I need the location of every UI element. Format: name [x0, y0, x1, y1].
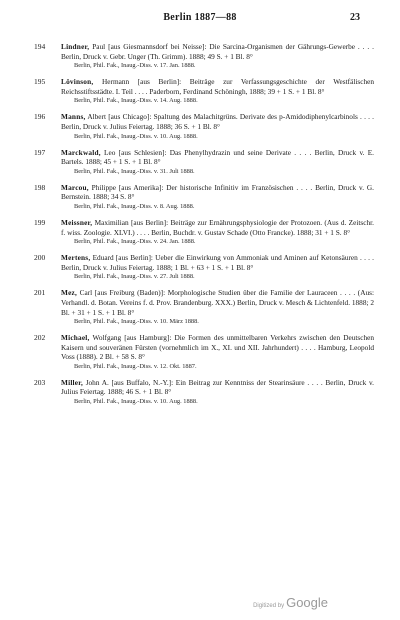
bibliography-entry [34, 148, 374, 176]
author-name: Marckwald, [61, 147, 101, 157]
entry-body [61, 378, 374, 397]
dissertation-note: Berlin, Phil. Fak., Inaug.-Diss. v. 10. Aug. 1888. [74, 398, 198, 406]
dissertation-note: Berlin, Phil. Fak., Inaug.-Diss. v. 10. Aug. 1888. [74, 132, 198, 140]
entry-number: 194 [34, 42, 46, 51]
entry-body [61, 112, 374, 131]
entry-text: Maximilian [aus Berlin]: Beiträge zur Ernährungsphysiologie der Protozoen. (Aus d. Zeitschr. f. wiss. Zoologie. XLVI.) . . . . Berlin, Buchdr. v. Gustav Schade (Otto Francke). 1888; 31 + 1 S. 8° [61, 217, 374, 237]
page-title: Berlin 1887—88 [163, 12, 237, 23]
bibliography-entry [34, 112, 374, 140]
dissertation-note: Berlin, Phil. Fak., Inaug.-Diss. v. 8. Aug. 1888. [74, 202, 195, 210]
bibliography-entry [34, 378, 374, 406]
bibliography-list [34, 42, 374, 413]
entry-text: John A. [aus Buffalo, N.-Y.]: Ein Beitrag zur Kenntniss der Stearinsäure . . . . Berlin, Druck v. Julius Feiertag. 1888; 46 S. + 1 Bl. 8° [61, 377, 374, 397]
entry-body [61, 77, 374, 96]
bibliography-entry [34, 288, 374, 326]
bibliography-entry [34, 183, 374, 211]
entry-text: Leo [aus Schlesien]: Das Phenylhydrazin und seine Derivate . . . . Berlin, Druck v. E. Bartels. 1888; 45 + 1 S. + 1 Bl. 8° [61, 147, 374, 167]
dissertation-note: Berlin, Phil. Fak., Inaug.-Diss. v. 31. Juli 1888. [74, 167, 195, 175]
google-logo: Google [286, 595, 328, 610]
author-name: Michael, [61, 333, 90, 343]
author-name: Lindner, [61, 42, 90, 51]
author-name: Marcou, [61, 182, 89, 192]
page-number: 23 [350, 12, 360, 23]
bibliography-entry [34, 253, 374, 281]
entry-body [61, 333, 374, 362]
author-name: Mertens, [61, 253, 91, 263]
dissertation-note: Berlin, Phil. Fak., Inaug.-Diss. v. 27. Juli 1888. [74, 273, 195, 281]
entry-body [61, 42, 374, 61]
digitized-by-text: Digitized by [253, 603, 285, 609]
entry-body [61, 253, 374, 272]
author-name: Lövinson, [61, 77, 94, 87]
bibliography-entry [34, 333, 374, 371]
entry-number: 202 [34, 333, 46, 343]
author-name: Manns, [61, 112, 86, 122]
dissertation-note: Berlin, Phil. Fak., Inaug.-Diss. v. 24. Jan. 1888. [74, 238, 196, 246]
entry-number: 198 [34, 182, 46, 192]
dissertation-note: Berlin, Phil. Fak., Inaug.-Diss. v. 10. März 1888. [74, 318, 199, 326]
dissertation-note: Berlin, Phil. Fak., Inaug.-Diss. v. 12. Okt. 1887. [74, 362, 197, 370]
entry-number: 195 [34, 77, 46, 87]
entry-text: Carl [aus Freiburg (Baden)]: Morphologische Studien über die Familie der Lauraceen . . . . (Aus: Verhandl. d. Botan. Vereins f. d. Prov. Brandenburg. XXX.) Berlin, Druck v. Mesch & Lichtenfeld. 1888; 2 Bl. + 31 + 1 S. + 1 Bl. 8° [61, 288, 374, 317]
author-name: Mez, [61, 288, 77, 298]
digitization-watermark [253, 594, 328, 612]
entry-text: Philippe [aus Amerika]: Der historische Infinitiv im Französischen . . . . Berlin, Druck v. G. Bernstein. 1888; 34 S. 8° [61, 182, 374, 202]
entry-text: Eduard [aus Berlin]: Ueber die Einwirkung von Ammoniak und Aminen auf Ketonsäuren . . . . Berlin, Druck v. Julius Feiertag. 1888; 1 Bl. + 63 + 1 S. + 1 Bl. 8° [61, 253, 374, 272]
dissertation-note: Berlin, Phil. Fak., Inaug.-Diss. v. 14. Aug. 1888. [74, 97, 198, 105]
bibliography-entry [34, 77, 374, 105]
entry-text: Wolfgang [aus Hamburg]: Die Formen des unmittelbaren Verkehrs zwischen den Deutschen Kaisern und souveränen Fürsten (vornehmlich im X., XI. und XII. Jahrhundert) . . . . Hamburg, Leopold Voss (1888). 2 Bl. + 58 S. 8° [61, 333, 374, 362]
entry-body [61, 183, 374, 202]
author-name: Meissner, [61, 217, 93, 227]
bibliography-entry [34, 42, 374, 70]
entry-body [61, 148, 374, 167]
entry-number: 200 [34, 253, 46, 263]
entry-number: 201 [34, 288, 46, 298]
entry-body [61, 288, 374, 317]
entry-text: Hermann [aus Berlin]: Beiträge zur Verfassungsgeschichte der Westfälischen Reichsstiftsstädte. I. Teil . . . . Paderborn, Ferdinand Schöningh, 1888; 39 + 1 S. + 1 Bl. 8° [61, 77, 374, 96]
entry-text: Paul [aus Giesmannsdorf bei Neisse]: Die Sarcina-Organismen der Gährungs-Gewerbe . . . . Berlin, Druck v. Gebr. Unger (Th. Grimm). 1888; 49 S. + 1 Bl. 8° [61, 42, 374, 61]
entry-number: 197 [34, 147, 46, 157]
bibliography-entry [34, 218, 374, 246]
entry-body [61, 218, 374, 237]
entry-number: 203 [34, 377, 46, 387]
author-name: Miller, [61, 377, 84, 387]
dissertation-note: Berlin, Phil. Fak., Inaug.-Diss. v. 17. Jan. 1888. [74, 62, 196, 70]
running-header [0, 12, 400, 26]
entry-number: 196 [34, 112, 46, 122]
entry-text: Albert [aus Chicago]: Spaltung des Malachitgrüns. Derivate des p-Amidodiphenylcarbinols . . . . Berlin, Druck v. Julius Feiertag. 1888; 36 S. + 1 Bl. 8° [61, 112, 374, 131]
entry-number: 199 [34, 217, 46, 227]
